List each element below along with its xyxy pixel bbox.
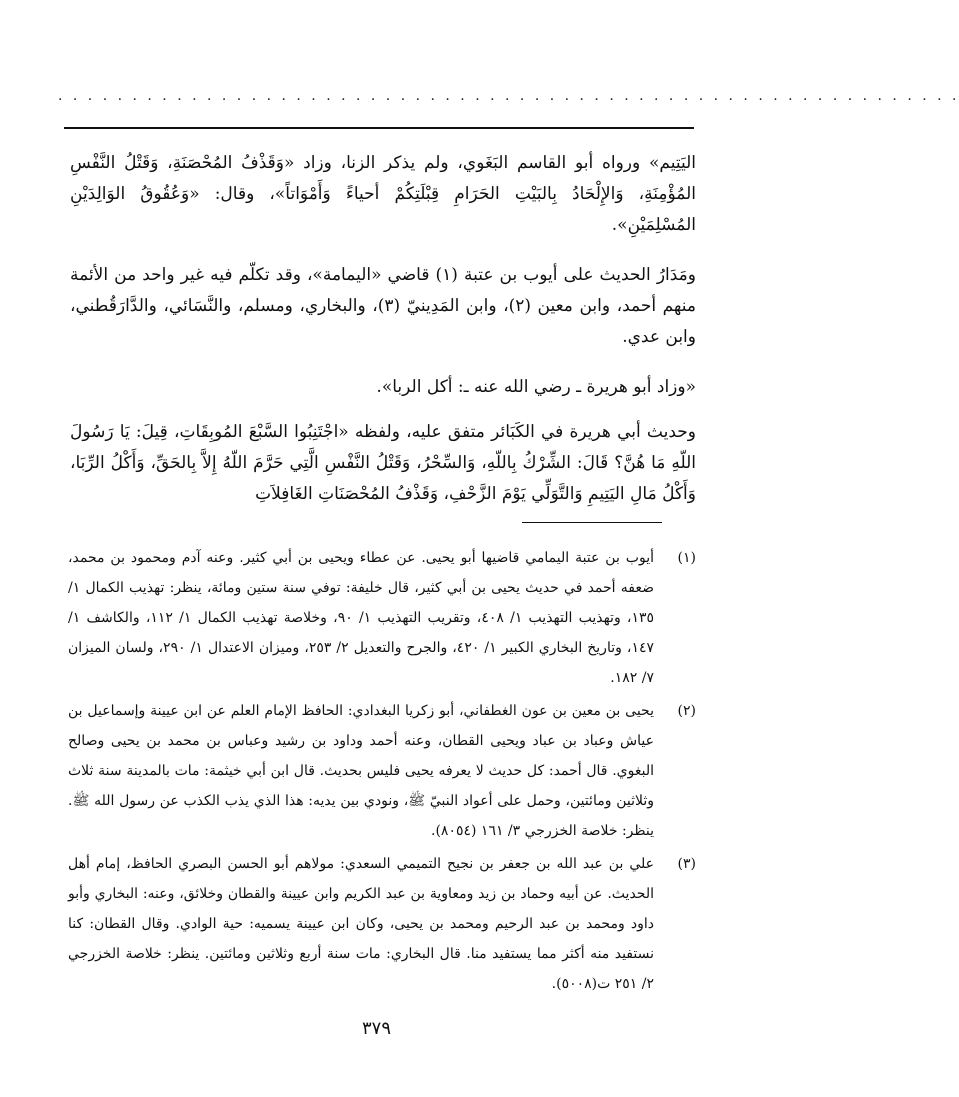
main-text bbox=[70, 148, 696, 529]
main-paragraph-3: «وزاد أبو هريرة ـ رضي الله عنه ـ: أكل الربا». bbox=[376, 377, 696, 397]
footnote-number: (٣) bbox=[677, 856, 696, 872]
footnote-number: (٢) bbox=[677, 703, 696, 719]
footnote-text: يحيى بن معين بن عون الغطفاني، أبو زكريا البغدادي: الحافظ الإمام العلم عن ابن عيينة وإسماعيل بن عياش وعباد بن عباد ويحيى القطان، وعنه أحمد وداود بن رشيد وعباس بن محمد بن يحيى وصالح البغوي. قال أحمد: كل حديث لا يعرفه يحيى فليس بحديث. قال ابن أبي خيثمة: مات بالمدينة سنة ثلاث وثلاثين ومائتين، وحمل على أعواد النبيّ ﷺ، ونودي بين يديه: هذا الذي يذب الكذب عن رسول الله ﷺ. ينظر: خلاصة الخزرجي ٣/ ١٦١ (٨٠٥٤). bbox=[68, 703, 654, 839]
footnote-text: علي بن عبد الله بن جعفر بن نجيح التميمي السعدي: مولاهم أبو الحسن البصري الحافظ، إمام أهل الحديث. عن أبيه وحماد بن زيد ومعاوية بن عبد الكريم وابن عيينة والقطان وخلائق، وعنه: البخاري وأبو داود ومحمد بن عبد الرحيم ومحمد بن يحيى، وكان ابن عيينة يسميه: حية الوادي. وقال القطان: كنا نستفيد منه أكثر مما يستفيد منا. قال البخاري: مات سنة أربع وثلاثين ومائتين. ينظر: خلاصة الخزرجي ٢/ ٢٥١ ت(٥٠٠٨). bbox=[68, 856, 654, 992]
footnote-1 bbox=[68, 543, 696, 693]
page-number: ٣٧٩ bbox=[361, 1018, 391, 1039]
main-paragraph-4: وحديث أبي هريرة في الكَبَائر متفق عليه، ولفظه «اجْتَنِبُوا السَّبْعَ المُوبِقَاتِ، قِيلَ: يَا رَسُولَ اللّهِ مَا هُنَّ؟ قَالَ: الشِّرْكُ بِاللّهِ، وَالسِّحْرُ، وَقَتْلُ النَّفْسِ الَّتِي حَرَّمَ اللّهُ إِلاَّ بِالحَقِّ، وَأَكْلُ الرِّبَا، وَأَكْلُ مَالِ اليَتِيمِ وَالتَّوَلِّي يَوْمَ الزَّحْفِ، وَقَذْفُ المُحْصَنَاتِ الغَافِلاَتِ bbox=[70, 422, 696, 504]
footnote-3 bbox=[68, 849, 696, 999]
footnote-text: أيوب بن عتبة اليمامي قاضيها أبو يحيى. عن عطاء ويحيى بن أبي كثير. وعنه آدم ومحمود بن محمد، ضعفه أحمد في حديث يحيى بن أبي كثير، قال خليفة: توفي سنة ستين ومائة، ينظر: تهذيب الكمال ١/ ١٣٥، وتهذيب التهذيب ١/ ٤٠٨، وتقريب التهذيب ١/ ٩٠، وخلاصة تهذيب الكمال ١/ ١١٢، والكاشف ١/ ١٤٧، وتاريخ البخاري الكبير ١/ ٤٢٠، والجرح والتعديل ٢/ ٢٥٣، وميزان الاعتدال ١/ ٢٩٠، ولسان الميزان ٧/ ١٨٢. bbox=[68, 550, 654, 686]
footnote-separator bbox=[522, 522, 662, 523]
header-dotted-line: · · · · · · · · · · · · · · · · · · · · · · · · · · · · · · · · · · · · · · · · · · · · · · · · · · · · · · · · · · · · · bbox=[58, 92, 959, 108]
main-paragraph-1: اليَتِيم» ورواه أبو القاسم البَغَوي، ولم يذكر الزنا، وزاد «وَقَذْفُ المُحْصَنَةِ، وَقَتْلُ النَّفْسِ المُؤْمِنَةِ، وَالإِلْحَادُ بِالبَيْتِ الحَرَامِ قِبْلَتِكُمْ أحياءً وَأَمْوَاتاً»، وقال: «وَعُقُوقُ الوَالِدَيْنِ المُسْلِمَيْنِ». bbox=[70, 153, 696, 235]
footnote-2 bbox=[68, 696, 696, 846]
header-rule bbox=[64, 127, 694, 129]
footnote-number: (١) bbox=[677, 550, 696, 566]
main-paragraph-2: ومَدَارُ الحديث على أيوب بن عتبة (١) قاضي «اليمامة»، وقد تكلّم فيه غير واحد من الأئمة منهم أحمد، وابن معين (٢)، وابن المَدِينيّ (٣)، والبخاري، ومسلم، والنَّسَائي، والدَّارَقُطني، وابن عدي. bbox=[70, 265, 697, 347]
footnotes bbox=[68, 543, 696, 1002]
